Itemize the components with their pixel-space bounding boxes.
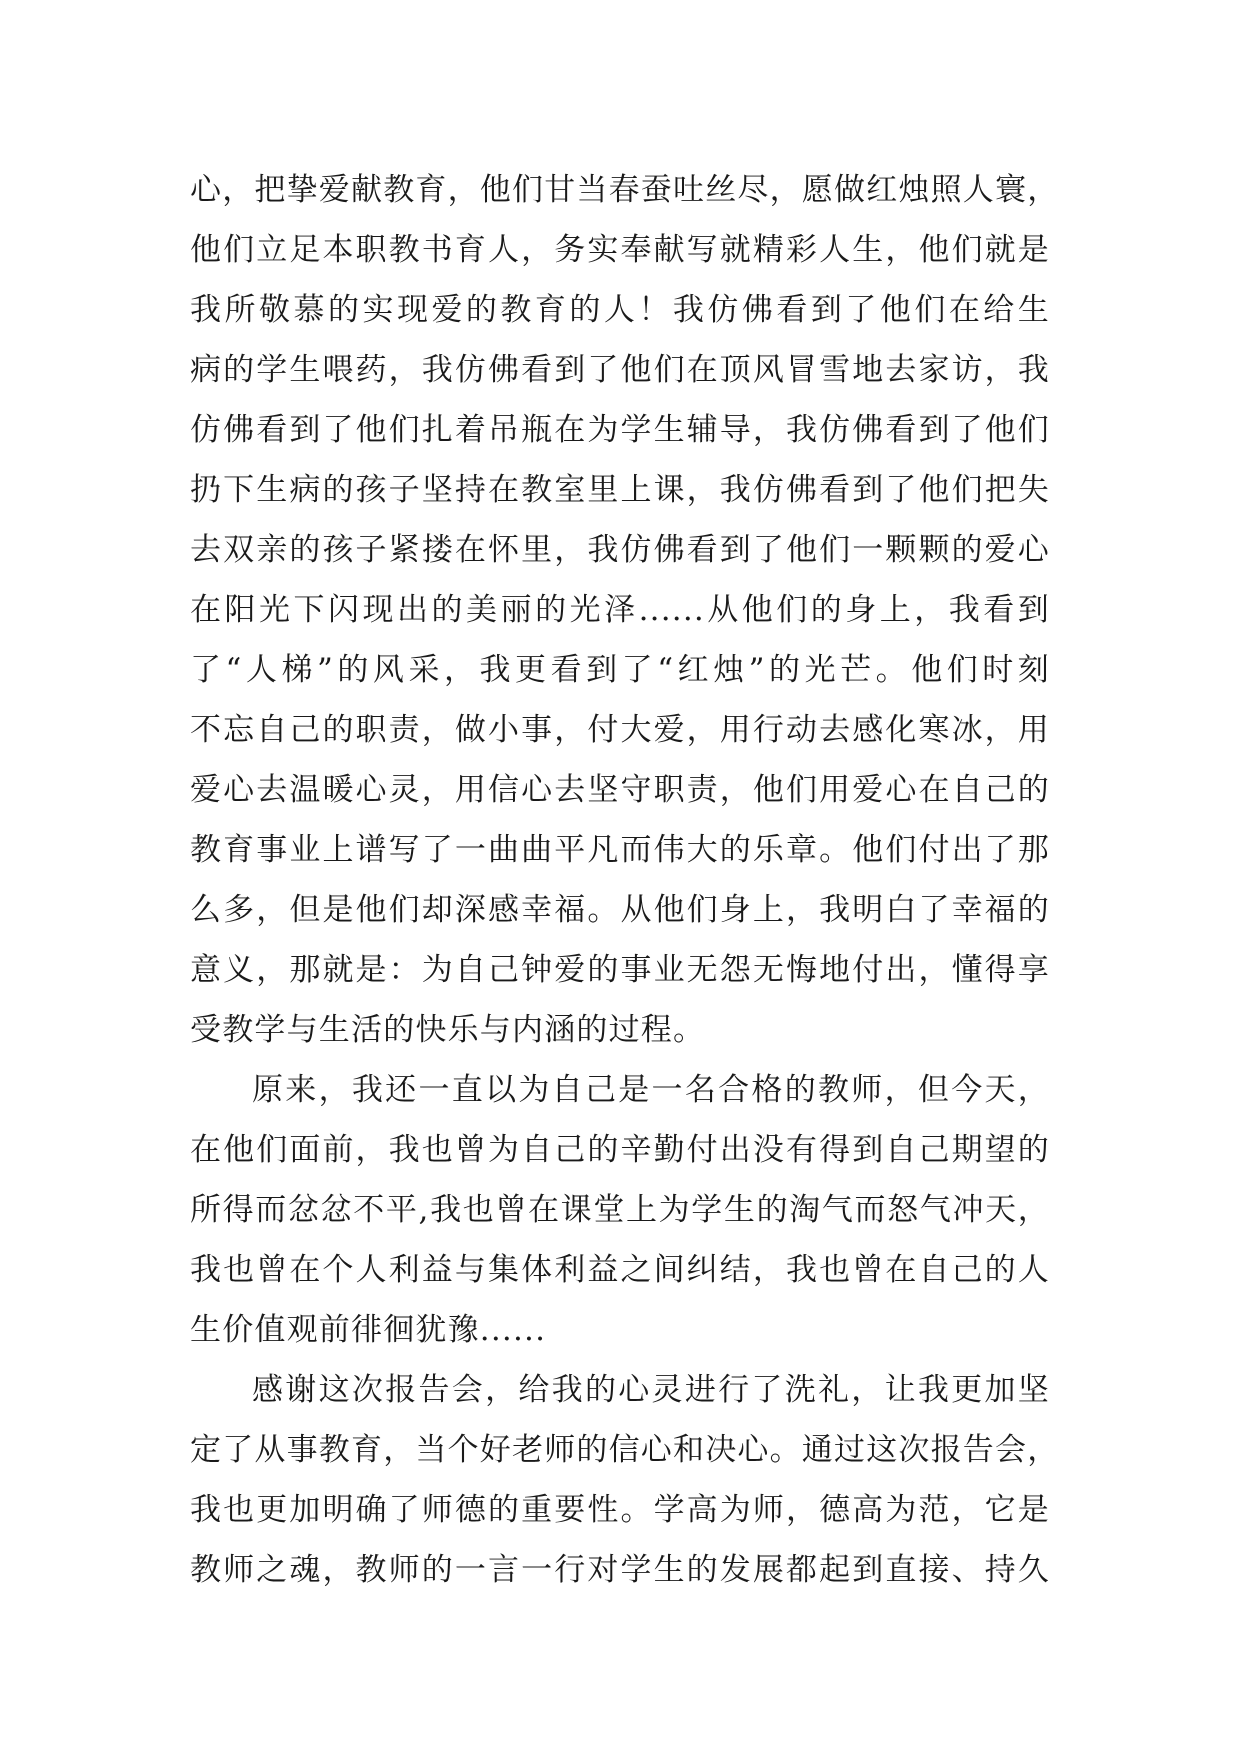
text-line: 在他们面前，我也曾为自己的辛勤付出没有得到自己期望的 <box>190 1132 1050 1168</box>
text-line: 爱心去温暖心灵，用信心去坚守职责，他们用爱心在自己的 <box>190 772 1050 808</box>
text-line: 教师之魂，教师的一言一行对学生的发展都起到直接、持久 <box>190 1552 1050 1588</box>
body-text <box>190 160 1060 1600</box>
text-line: 了“人梯”的风采，我更看到了“红烛”的光芒。他们时刻 <box>190 652 1050 688</box>
text-line: 不忘自己的职责，做小事，付大爱，用行动去感化寒冰，用 <box>190 712 1050 748</box>
text-line: 在阳光下闪现出的美丽的光泽......从他们的身上，我看到 <box>190 592 1050 628</box>
text-line: 去双亲的孩子紧搂在怀里，我仿佛看到了他们一颗颗的爱心 <box>190 532 1050 568</box>
text-line: 么多，但是他们却深感幸福。从他们身上，我明白了幸福的 <box>190 892 1050 928</box>
text-line: 我也更加明确了师德的重要性。学高为师，德高为范，它是 <box>190 1492 1050 1528</box>
text-line: 仿佛看到了他们扎着吊瓶在为学生辅导，我仿佛看到了他们 <box>190 412 1050 448</box>
paragraph-start-line: 原来，我还一直以为自己是一名合格的教师，但今天， <box>252 1072 1050 1108</box>
text-line: 病的学生喂药，我仿佛看到了他们在顶风冒雪地去家访，我 <box>190 352 1050 388</box>
text-line: 他们立足本职教书育人，务实奉献写就精彩人生，他们就是 <box>190 232 1050 268</box>
text-line: 我所敬慕的实现爱的教育的人！我仿佛看到了他们在给生 <box>190 292 1050 328</box>
text-line: 定了从事教育，当个好老师的信心和决心。通过这次报告会， <box>190 1432 1060 1468</box>
text-line: 教育事业上谱写了一曲曲平凡而伟大的乐章。他们付出了那 <box>190 832 1050 868</box>
text-line: 所得而忿忿不平,我也曾在课堂上为学生的淘气而怒气冲天， <box>190 1192 1050 1228</box>
text-line: 生价值观前徘徊犹豫...... <box>190 1312 547 1348</box>
text-line: 受教学与生活的快乐与内涵的过程。 <box>190 1012 706 1048</box>
paragraph-start-line: 感谢这次报告会，给我的心灵进行了洗礼，让我更加坚 <box>252 1372 1050 1408</box>
text-line: 心，把挚爱献教育，他们甘当春蚕吐丝尽，愿做红烛照人寰， <box>190 172 1060 208</box>
text-line: 我也曾在个人利益与集体利益之间纠结，我也曾在自己的人 <box>190 1252 1050 1288</box>
text-line: 意义，那就是：为自己钟爱的事业无怨无悔地付出，懂得享 <box>190 952 1050 988</box>
text-line: 扔下生病的孩子坚持在教室里上课，我仿佛看到了他们把失 <box>190 472 1050 508</box>
